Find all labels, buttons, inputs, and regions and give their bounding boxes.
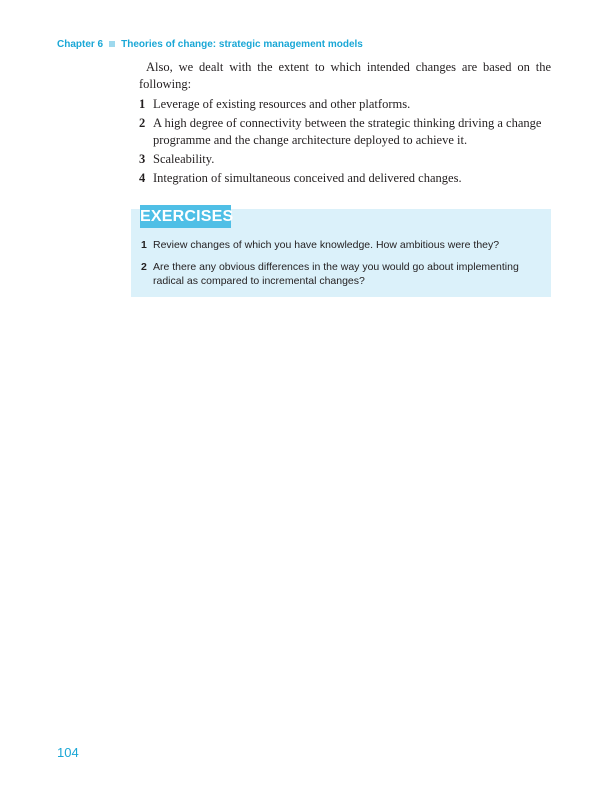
exercise-text: Are there any obvious differences in the way you would go about implementing radical as compared to incremental changes? <box>153 261 519 287</box>
list-item <box>139 115 551 149</box>
numbered-list <box>139 96 551 189</box>
exercise-item <box>141 260 546 288</box>
exercises-title: EXERCISES <box>140 205 231 228</box>
exercise-number: 2 <box>141 261 147 273</box>
list-number: 2 <box>139 116 146 130</box>
list-number: 4 <box>139 171 146 185</box>
exercise-item <box>141 238 546 252</box>
intro-paragraph: Also, we dealt with the extent to which intended changes are based on the following: <box>139 60 551 91</box>
list-item <box>139 96 551 113</box>
list-text: Leverage of existing resources and other platforms. <box>153 97 411 111</box>
list-text: Integration of simultaneous conceived and delivered changes. <box>153 171 462 185</box>
exercise-list <box>141 238 546 296</box>
running-header <box>57 39 363 50</box>
list-text: Scaleability. <box>153 152 215 166</box>
list-item <box>139 170 551 187</box>
list-number: 1 <box>139 97 146 111</box>
square-bullet-icon <box>109 41 115 47</box>
list-item <box>139 151 551 168</box>
exercise-text: Review changes of which you have knowledge. How ambitious were they? <box>153 239 500 251</box>
list-number: 3 <box>139 152 146 166</box>
list-text: A high degree of connectivity between the strategic thinking driving a change programme and the change architecture deployed to achieve it. <box>153 116 542 147</box>
chapter-label: Chapter 6 <box>57 39 104 50</box>
chapter-title: Theories of change: strategic management models <box>121 39 363 50</box>
page-number: 104 <box>57 745 79 760</box>
exercise-number: 1 <box>141 239 147 251</box>
